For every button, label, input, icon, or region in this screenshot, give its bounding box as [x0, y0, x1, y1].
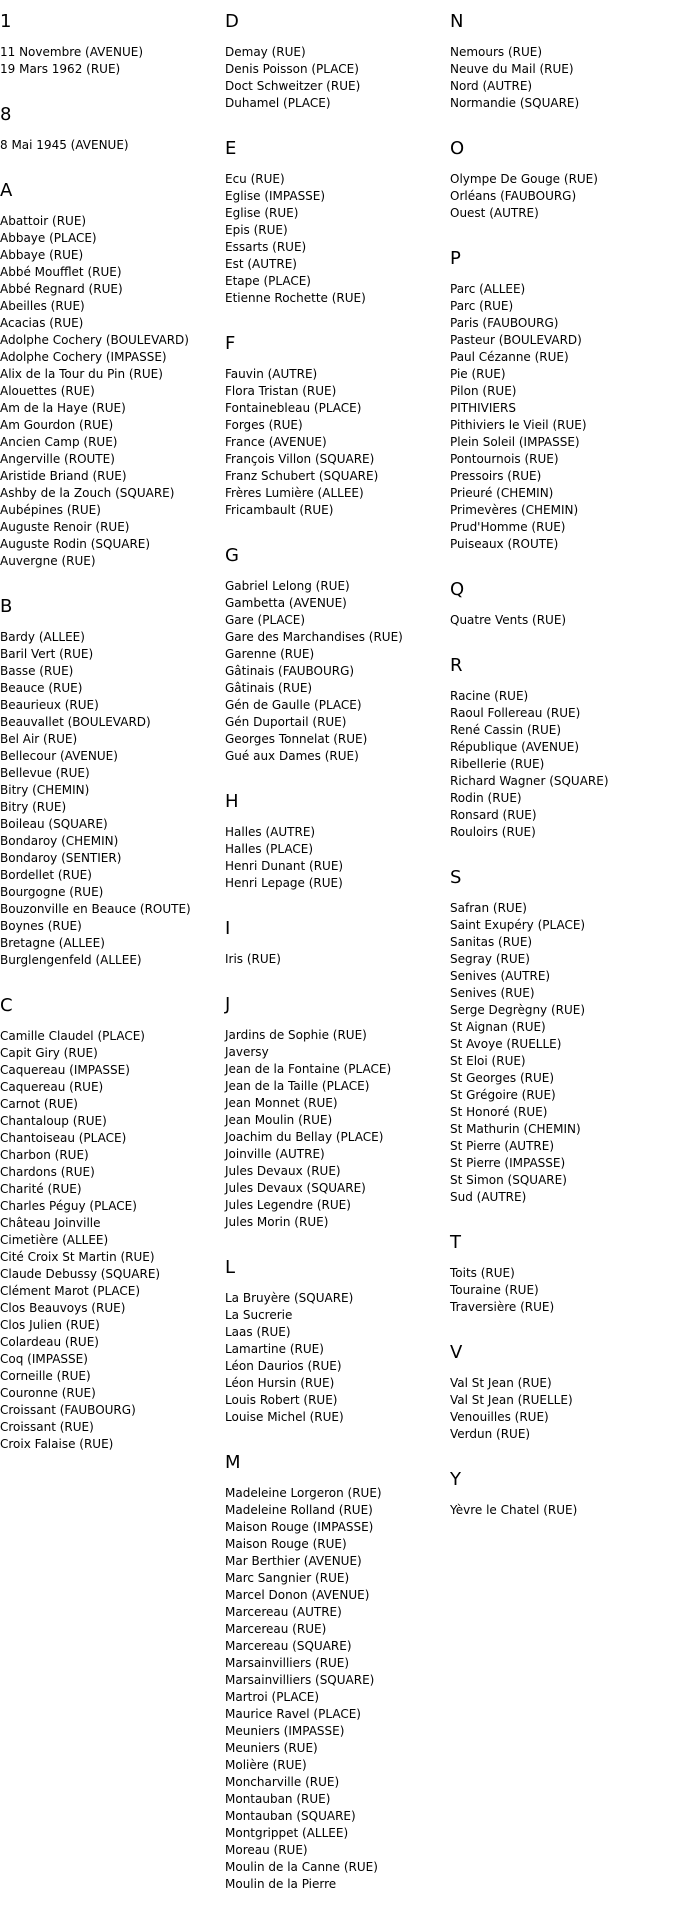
street-link[interactable]: Beauvallet (BOULEVARD) [0, 715, 151, 729]
street-link[interactable]: Sanitas (RUE) [450, 935, 533, 949]
street-link[interactable]: St Simon (SQUARE) [450, 1173, 567, 1187]
street-link[interactable]: Halles (PLACE) [225, 842, 314, 856]
street-link[interactable]: Plein Soleil (IMPASSE) [450, 435, 580, 449]
street-link[interactable]: Frères Lumière (ALLEE) [225, 486, 364, 500]
street-link[interactable]: Val St Jean (RUE) [450, 1376, 552, 1390]
street-link[interactable]: Serge Degrègny (RUE) [450, 1003, 586, 1017]
street-link[interactable]: Ashby de la Zouch (SQUARE) [0, 486, 175, 500]
street-link[interactable]: Etape (PLACE) [225, 274, 311, 288]
street-link[interactable]: Abbaye (RUE) [0, 248, 84, 262]
street-link[interactable]: Bouzonville en Beauce (ROUTE) [0, 902, 191, 916]
letter-section [0, 595, 220, 969]
street-link[interactable]: Val St Jean (RUELLE) [450, 1393, 573, 1407]
street-link[interactable]: Marcereau (RUE) [225, 1622, 327, 1636]
street-link[interactable]: Marcereau (AUTRE) [225, 1605, 342, 1619]
street-link[interactable]: Touraine (RUE) [450, 1283, 539, 1297]
street-link[interactable]: Louis Robert (RUE) [225, 1393, 338, 1407]
street-link[interactable]: Parc (RUE) [450, 299, 514, 313]
letter-section [0, 10, 220, 78]
street-link[interactable]: St Avoye (RUELLE) [450, 1037, 562, 1051]
street-link[interactable]: Bardy (ALLEE) [0, 630, 85, 644]
street-link[interactable]: Gén Duportail (RUE) [225, 715, 347, 729]
street-link[interactable]: Chantoiseau (PLACE) [0, 1131, 127, 1145]
street-link[interactable]: Henri Lepage (RUE) [225, 876, 343, 890]
street-link[interactable]: Basse (RUE) [0, 664, 74, 678]
street-link[interactable]: Abbé Moufflet (RUE) [0, 265, 122, 279]
street-link[interactable]: Molière (RUE) [225, 1758, 307, 1772]
street-link[interactable]: Clos Beauvoys (RUE) [0, 1301, 126, 1315]
street-link[interactable]: Croissant (RUE) [0, 1420, 94, 1434]
street-link[interactable]: Beaurieux (RUE) [0, 698, 99, 712]
street-link[interactable]: Abbé Regnard (RUE) [0, 282, 123, 296]
street-link[interactable]: Doct Schweitzer (RUE) [225, 79, 361, 93]
street-link[interactable]: Léon Daurios (RUE) [225, 1359, 342, 1373]
letter-section [450, 247, 672, 553]
street-link[interactable]: Est (AUTRE) [225, 257, 297, 271]
street-link[interactable]: Lamartine (RUE) [225, 1342, 324, 1356]
street-link[interactable]: St Mathurin (CHEMIN) [450, 1122, 581, 1136]
street-link[interactable]: 8 Mai 1945 (AVENUE) [0, 138, 129, 152]
letter-section [225, 10, 445, 112]
street-link[interactable]: Beauce (RUE) [0, 681, 83, 695]
street-link[interactable]: Toits (RUE) [450, 1266, 515, 1280]
street-link[interactable]: Jules Devaux (RUE) [225, 1164, 341, 1178]
street-link[interactable]: Traversière (RUE) [450, 1300, 555, 1314]
street-link[interactable]: Sud (AUTRE) [450, 1190, 527, 1204]
street-link[interactable]: Marcel Donon (AVENUE) [225, 1588, 370, 1602]
street-link[interactable]: Cité Croix St Martin (RUE) [0, 1250, 155, 1264]
street-link[interactable]: Aubépines (RUE) [0, 503, 101, 517]
street-link[interactable]: La Bruyère (SQUARE) [225, 1291, 354, 1305]
letter-section [225, 790, 445, 892]
street-link[interactable]: Louise Michel (RUE) [225, 1410, 344, 1424]
street-link[interactable]: Rouloirs (RUE) [450, 825, 536, 839]
street-link[interactable]: Fauvin (AUTRE) [225, 367, 318, 381]
letter-heading: I [225, 918, 231, 939]
street-link[interactable]: St Honoré (RUE) [450, 1105, 548, 1119]
street-link[interactable]: Georges Tonnelat (RUE) [225, 732, 368, 746]
street-list [450, 900, 672, 1206]
street-link[interactable]: Eglise (RUE) [225, 206, 299, 220]
letter-section [450, 10, 672, 112]
letter-heading: E [225, 138, 237, 159]
letter-heading: J [225, 994, 231, 1015]
street-link[interactable]: Verdun (RUE) [450, 1427, 531, 1441]
street-link[interactable]: Pie (RUE) [450, 367, 506, 381]
street-index-column-2 [225, 10, 445, 1918]
street-link[interactable]: Parc (ALLEE) [450, 282, 526, 296]
letter-heading: O [450, 138, 465, 159]
street-link[interactable]: Abeilles (RUE) [0, 299, 85, 313]
street-link[interactable]: Laas (RUE) [225, 1325, 291, 1339]
street-list [0, 213, 220, 570]
street-link[interactable]: Jean Monnet (RUE) [225, 1096, 338, 1110]
street-link[interactable]: Javersy [225, 1045, 269, 1059]
street-link[interactable]: Richard Wagner (SQUARE) [450, 774, 609, 788]
street-link[interactable]: Raoul Follereau (RUE) [450, 706, 581, 720]
street-link[interactable]: Château Joinville [0, 1216, 101, 1230]
street-link[interactable]: Carnot (RUE) [0, 1097, 78, 1111]
street-link[interactable]: Moncharville (RUE) [225, 1775, 340, 1789]
street-link[interactable]: Bellecour (AVENUE) [0, 749, 118, 763]
street-link[interactable]: Charbon (RUE) [0, 1148, 89, 1162]
street-link[interactable]: Clos Julien (RUE) [0, 1318, 100, 1332]
street-link[interactable]: St Georges (RUE) [450, 1071, 555, 1085]
street-link[interactable]: Alouettes (RUE) [0, 384, 95, 398]
letter-section [450, 1468, 672, 1519]
street-link[interactable]: Maison Rouge (RUE) [225, 1537, 347, 1551]
street-link[interactable]: Marsainvilliers (SQUARE) [225, 1673, 375, 1687]
street-link[interactable]: Gâtinais (RUE) [225, 681, 313, 695]
street-link[interactable]: Olympe De Gouge (RUE) [450, 172, 598, 186]
street-list [450, 44, 672, 112]
street-link[interactable]: Gare (PLACE) [225, 613, 306, 627]
street-list [225, 578, 445, 765]
letter-section [0, 179, 220, 570]
street-link[interactable]: Fricambault (RUE) [225, 503, 334, 517]
street-link[interactable]: Chardons (RUE) [0, 1165, 95, 1179]
street-link[interactable]: Pasteur (BOULEVARD) [450, 333, 582, 347]
street-list [0, 137, 220, 154]
street-link[interactable]: Orléans (FAUBOURG) [450, 189, 577, 203]
street-link[interactable]: Pilon (RUE) [450, 384, 517, 398]
street-link[interactable]: Flora Tristan (RUE) [225, 384, 337, 398]
letter-section [450, 1341, 672, 1443]
street-link[interactable]: Jean Moulin (RUE) [225, 1113, 333, 1127]
street-link[interactable]: Yèvre le Chatel (RUE) [450, 1503, 578, 1517]
letter-section [450, 866, 672, 1206]
street-link[interactable]: Venouilles (RUE) [450, 1410, 549, 1424]
street-list [225, 171, 445, 307]
street-link[interactable]: Primevères (CHEMIN) [450, 503, 579, 517]
street-link[interactable]: PITHIVIERS [450, 401, 516, 415]
letter-heading: 1 [0, 11, 12, 32]
letter-section [225, 137, 445, 307]
street-link[interactable]: Bondaroy (SENTIER) [0, 851, 122, 865]
street-link[interactable]: Croissant (FAUBOURG) [0, 1403, 136, 1417]
street-link[interactable]: Couronne (RUE) [0, 1386, 96, 1400]
street-list [225, 1290, 445, 1426]
street-link[interactable]: Bourgogne (RUE) [0, 885, 104, 899]
street-link[interactable]: Joachim du Bellay (PLACE) [225, 1130, 384, 1144]
street-link[interactable]: St Grégoire (RUE) [450, 1088, 556, 1102]
street-link[interactable]: Alix de la Tour du Pin (RUE) [0, 367, 163, 381]
street-link[interactable]: République (AVENUE) [450, 740, 580, 754]
street-link[interactable]: Croix Falaise (RUE) [0, 1437, 114, 1451]
street-link[interactable]: Bitry (RUE) [0, 800, 67, 814]
street-link[interactable]: Capit Giry (RUE) [0, 1046, 98, 1060]
street-link[interactable]: Auguste Renoir (RUE) [0, 520, 130, 534]
street-link[interactable]: Jules Legendre (RUE) [225, 1198, 351, 1212]
street-link[interactable]: Colardeau (RUE) [0, 1335, 99, 1349]
street-link[interactable]: Paul Cézanne (RUE) [450, 350, 569, 364]
letter-section [225, 332, 445, 519]
street-link[interactable]: Caquereau (RUE) [0, 1080, 104, 1094]
letter-section [450, 578, 672, 629]
street-link[interactable]: Normandie (SQUARE) [450, 96, 580, 110]
letter-heading: V [450, 1342, 463, 1363]
street-link[interactable]: Garenne (RUE) [225, 647, 315, 661]
street-link[interactable]: Demay (RUE) [225, 45, 306, 59]
letter-heading: P [450, 248, 461, 269]
street-index-column-3 [450, 10, 672, 1544]
street-list [0, 44, 220, 78]
letter-section [0, 994, 220, 1453]
letter-section [225, 993, 445, 1231]
street-link[interactable]: Abattoir (RUE) [0, 214, 87, 228]
letter-heading: N [450, 11, 464, 32]
street-list [450, 281, 672, 553]
street-link[interactable]: Prieuré (CHEMIN) [450, 486, 554, 500]
letter-heading: S [450, 867, 462, 888]
street-link[interactable]: Bordellet (RUE) [0, 868, 92, 882]
street-link[interactable]: Jean de la Fontaine (PLACE) [225, 1062, 392, 1076]
letter-section [225, 1256, 445, 1426]
street-link[interactable]: Etienne Rochette (RUE) [225, 291, 366, 305]
street-link[interactable]: Pithiviers le Vieil (RUE) [450, 418, 587, 432]
street-link[interactable]: Montauban (RUE) [225, 1792, 331, 1806]
letter-section [450, 137, 672, 222]
street-link[interactable]: Marsainvilliers (RUE) [225, 1656, 350, 1670]
street-link[interactable]: St Aignan (RUE) [450, 1020, 546, 1034]
street-link[interactable]: Epis (RUE) [225, 223, 288, 237]
street-link[interactable]: Meuniers (RUE) [225, 1741, 318, 1755]
street-link[interactable]: Quatre Vents (RUE) [450, 613, 567, 627]
street-link[interactable]: Boynes (RUE) [0, 919, 82, 933]
street-link[interactable]: Maison Rouge (IMPASSE) [225, 1520, 374, 1534]
letter-heading: C [0, 995, 13, 1016]
letter-heading: Q [450, 579, 465, 600]
street-link[interactable]: Puiseaux (ROUTE) [450, 537, 559, 551]
street-list [225, 44, 445, 112]
street-link[interactable]: Auvergne (RUE) [0, 554, 96, 568]
street-link[interactable]: La Sucrerie [225, 1308, 293, 1322]
street-link[interactable]: Burglengenfeld (ALLEE) [0, 953, 142, 967]
street-link[interactable]: Senives (RUE) [450, 986, 535, 1000]
letter-section [450, 654, 672, 841]
street-list [450, 1265, 672, 1316]
street-link[interactable]: Baril Vert (RUE) [0, 647, 94, 661]
street-index-column-1 [0, 10, 220, 1478]
street-link[interactable]: Meuniers (IMPASSE) [225, 1724, 345, 1738]
street-link[interactable]: Joinville (AUTRE) [225, 1147, 325, 1161]
street-link[interactable]: Prud'Homme (RUE) [450, 520, 566, 534]
street-list [225, 366, 445, 519]
letter-heading: H [225, 791, 239, 812]
street-link[interactable]: Madeleine Lorgeron (RUE) [225, 1486, 382, 1500]
letter-heading: R [450, 655, 463, 676]
street-link[interactable]: Nord (AUTRE) [450, 79, 533, 93]
street-link[interactable]: Bel Air (RUE) [0, 732, 78, 746]
street-link[interactable]: Charité (RUE) [0, 1182, 82, 1196]
letter-section [225, 1451, 445, 1893]
street-link[interactable]: Abbaye (PLACE) [0, 231, 97, 245]
street-list [225, 951, 445, 968]
street-link[interactable]: Paris (FAUBOURG) [450, 316, 559, 330]
letter-heading: F [225, 333, 236, 354]
street-link[interactable]: Clément Marot (PLACE) [0, 1284, 141, 1298]
street-link[interactable]: Ouest (AUTRE) [450, 206, 539, 220]
street-link[interactable]: Denis Poisson (PLACE) [225, 62, 359, 76]
street-link[interactable]: Moreau (RUE) [225, 1843, 308, 1857]
street-link[interactable]: Maurice Ravel (PLACE) [225, 1707, 361, 1721]
street-link[interactable]: 11 Novembre (AVENUE) [0, 45, 143, 59]
street-link[interactable]: Montauban (SQUARE) [225, 1809, 356, 1823]
street-link[interactable]: Pontournois (RUE) [450, 452, 559, 466]
letter-heading: G [225, 545, 239, 566]
street-link[interactable]: Jules Devaux (SQUARE) [225, 1181, 366, 1195]
street-link[interactable]: François Villon (SQUARE) [225, 452, 375, 466]
street-list [450, 1502, 672, 1519]
street-link[interactable]: Adolphe Cochery (BOULEVARD) [0, 333, 189, 347]
street-link[interactable]: Fontainebleau (PLACE) [225, 401, 362, 415]
street-link[interactable]: St Pierre (IMPASSE) [450, 1156, 566, 1170]
street-link[interactable]: France (AVENUE) [225, 435, 327, 449]
street-link[interactable]: Coq (IMPASSE) [0, 1352, 88, 1366]
street-link[interactable]: Martroi (PLACE) [225, 1690, 320, 1704]
street-list [450, 688, 672, 841]
street-link[interactable]: Marcereau (SQUARE) [225, 1639, 352, 1653]
letter-heading: A [0, 180, 13, 201]
street-link[interactable]: Adolphe Cochery (IMPASSE) [0, 350, 167, 364]
street-link[interactable]: Gâtinais (FAUBOURG) [225, 664, 355, 678]
letter-heading: L [225, 1257, 236, 1278]
street-link[interactable]: Racine (RUE) [450, 689, 529, 703]
street-link[interactable]: Aristide Briand (RUE) [0, 469, 127, 483]
letter-section [450, 1231, 672, 1316]
street-link[interactable]: Am Gourdon (RUE) [0, 418, 114, 432]
street-link[interactable]: Camille Claudel (PLACE) [0, 1029, 145, 1043]
street-link[interactable]: Chantaloup (RUE) [0, 1114, 107, 1128]
street-link[interactable]: Boileau (SQUARE) [0, 817, 108, 831]
street-link[interactable]: Gabriel Lelong (RUE) [225, 579, 350, 593]
street-link[interactable]: St Eloi (RUE) [450, 1054, 526, 1068]
street-link[interactable]: Iris (RUE) [225, 952, 281, 966]
letter-section [225, 544, 445, 765]
letter-heading: T [450, 1232, 461, 1253]
street-link[interactable]: René Cassin (RUE) [450, 723, 562, 737]
street-list [450, 1375, 672, 1443]
street-link[interactable]: Angerville (ROUTE) [0, 452, 115, 466]
street-link[interactable]: Bitry (CHEMIN) [0, 783, 90, 797]
street-link[interactable]: Bretagne (ALLEE) [0, 936, 105, 950]
street-link[interactable]: Franz Schubert (SQUARE) [225, 469, 379, 483]
street-link[interactable]: Am de la Haye (RUE) [0, 401, 126, 415]
street-list [0, 1028, 220, 1453]
letter-heading: M [225, 1452, 241, 1473]
street-link[interactable]: Jules Morin (RUE) [225, 1215, 329, 1229]
street-list [450, 171, 672, 222]
letter-heading: Y [450, 1469, 461, 1490]
street-link[interactable]: Montgrippet (ALLEE) [225, 1826, 349, 1840]
street-link[interactable]: Bellevue (RUE) [0, 766, 90, 780]
street-link[interactable]: St Pierre (AUTRE) [450, 1139, 555, 1153]
street-link[interactable]: Jardins de Sophie (RUE) [225, 1028, 367, 1042]
street-link[interactable]: Claude Debussy (SQUARE) [0, 1267, 161, 1281]
street-link[interactable]: Madeleine Rolland (RUE) [225, 1503, 373, 1517]
street-link[interactable]: Cimetière (ALLEE) [0, 1233, 109, 1247]
street-link[interactable]: Gén de Gaulle (PLACE) [225, 698, 362, 712]
street-link[interactable]: Henri Dunant (RUE) [225, 859, 344, 873]
street-link[interactable]: Marc Sangnier (RUE) [225, 1571, 350, 1585]
letter-heading: 8 [0, 104, 12, 125]
street-link[interactable]: Moulin de la Canne (RUE) [225, 1860, 378, 1874]
street-link[interactable]: Nemours (RUE) [450, 45, 543, 59]
street-list [225, 1027, 445, 1231]
street-link[interactable]: Acacias (RUE) [0, 316, 84, 330]
street-link[interactable]: Duhamel (PLACE) [225, 96, 331, 110]
street-link[interactable]: Gare des Marchandises (RUE) [225, 630, 403, 644]
street-link[interactable]: Rodin (RUE) [450, 791, 522, 805]
street-link[interactable]: Ronsard (RUE) [450, 808, 537, 822]
street-link[interactable]: Eglise (IMPASSE) [225, 189, 326, 203]
street-link[interactable]: Pressoirs (RUE) [450, 469, 542, 483]
street-link[interactable]: Safran (RUE) [450, 901, 527, 915]
letter-section [0, 103, 220, 154]
street-list [450, 612, 672, 629]
street-link[interactable]: Segray (RUE) [450, 952, 530, 966]
street-link[interactable]: Forges (RUE) [225, 418, 303, 432]
street-link[interactable]: Corneille (RUE) [0, 1369, 91, 1383]
street-link[interactable]: Mar Berthier (AVENUE) [225, 1554, 362, 1568]
street-link[interactable]: Jean de la Taille (PLACE) [225, 1079, 370, 1093]
street-list [225, 824, 445, 892]
street-link[interactable]: 19 Mars 1962 (RUE) [0, 62, 121, 76]
street-link[interactable]: Caquereau (IMPASSE) [0, 1063, 130, 1077]
letter-heading: B [0, 596, 13, 617]
street-link[interactable]: Léon Hursin (RUE) [225, 1376, 335, 1390]
street-link[interactable]: Ecu (RUE) [225, 172, 285, 186]
street-link[interactable]: Charles Péguy (PLACE) [0, 1199, 137, 1213]
street-link[interactable]: Essarts (RUE) [225, 240, 307, 254]
letter-heading: D [225, 11, 239, 32]
street-link[interactable]: Neuve du Mail (RUE) [450, 62, 574, 76]
street-link[interactable]: Ancien Camp (RUE) [0, 435, 118, 449]
street-link[interactable]: Saint Exupéry (PLACE) [450, 918, 586, 932]
street-link[interactable]: Senives (AUTRE) [450, 969, 551, 983]
street-link[interactable]: Ribellerie (RUE) [450, 757, 545, 771]
street-link[interactable]: Halles (AUTRE) [225, 825, 316, 839]
street-list [0, 629, 220, 969]
street-link[interactable]: Bondaroy (CHEMIN) [0, 834, 119, 848]
street-link[interactable]: Gué aux Dames (RUE) [225, 749, 359, 763]
letter-section [225, 917, 445, 968]
street-list [225, 1485, 445, 1893]
street-link[interactable]: Gambetta (AVENUE) [225, 596, 347, 610]
street-link[interactable]: Moulin de la Pierre [225, 1877, 337, 1891]
street-link[interactable]: Auguste Rodin (SQUARE) [0, 537, 151, 551]
